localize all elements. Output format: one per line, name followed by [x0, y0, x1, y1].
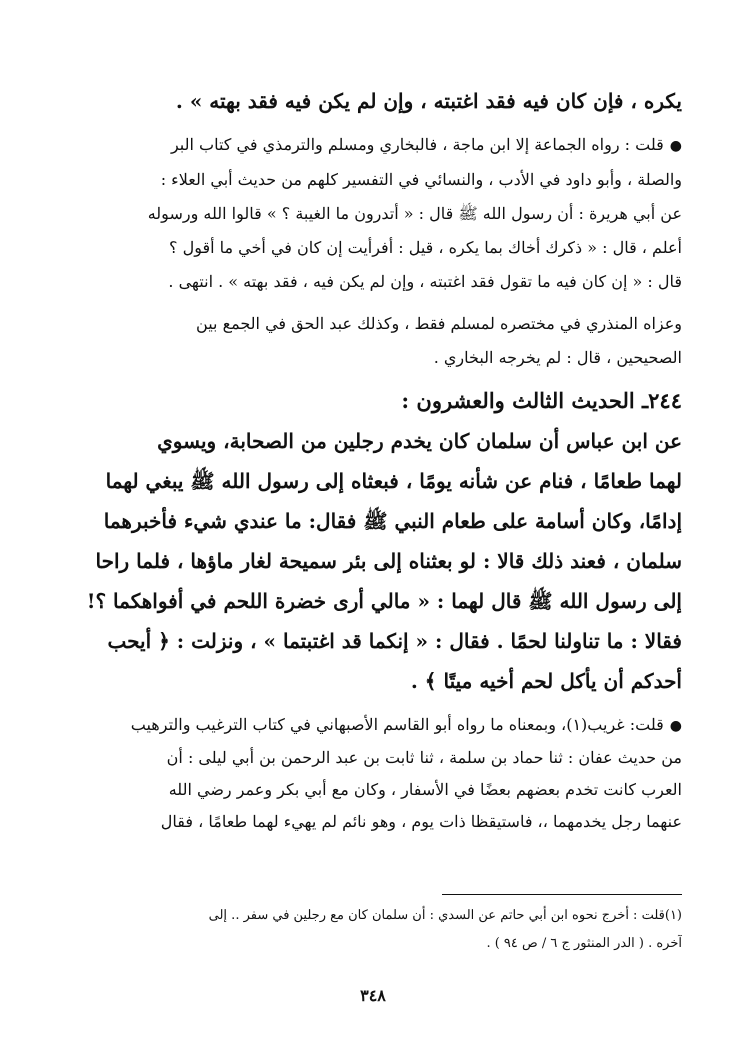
text-line: سلمان ، فعند ذلك قالا : لو بعثناه إلى بئر سميحة لغار ماؤها ، فلما راحا [95, 549, 682, 573]
text-line: عنهما رجل يخدمهما ،، فاستيقظا ذات يوم ، وهو نائم لم يهيء لهما طعامًا ، فقال [160, 812, 682, 831]
text-line: عن أبي هريرة : أن رسول الله ﷺ قال : « أتدرون ما الغيبة ؟ » قالوا الله ورسوله [147, 204, 682, 223]
text-line: إلى رسول الله ﷺ قال لهما : « مالي أرى خضرة اللحم في أفواهكما ؟! [86, 589, 682, 613]
hadith-heading: ٢٤٤ـ الحديث الثالث والعشرون : [401, 388, 682, 413]
bullet-marker: ● [669, 718, 682, 734]
footnotes [64, 902, 682, 958]
footnote-line: (١)قلت : أخرج نحوه ابن أبي حاتم عن السدي : أن سلمان كان مع رجلين في سفر .. إلى [208, 908, 682, 923]
text-line: إدامًا، وكان أسامة على طعام النبي ﷺ فقال: ما عندي شيء فأخبرهما [103, 509, 682, 533]
text-line-content: قلت: غريب(١)، وبمعناه ما رواه أبو القاسم الأصبهاني في كتاب الترغيب والترهيب [130, 715, 664, 734]
text-line: لهما طعامًا ، فنام عن شأنه يومًا ، فبعثاه إلى رسول الله ﷺ يبغي لهما [105, 469, 682, 493]
text-line: أحدكم أن يأكل لحم أخيه ميتًا ﴾ . [410, 669, 682, 693]
text-line [64, 128, 682, 163]
text-line: الصحيحين ، قال : لم يخرجه البخاري . [433, 348, 682, 367]
hadith-text [64, 421, 682, 701]
page-number: ٣٤٨ [360, 986, 386, 1005]
text-line: عن ابن عباس أن سلمان كان يخدم رجلين من الصحابة، ويسوي [157, 429, 682, 453]
text-line: فقالا : ما تناولنا لحمًا . فقال : « إنكما قد اغتبتما » ، ونزلت : ﴿ أيحب [107, 629, 682, 653]
text-line: يكره ، فإن كان فيه فقد اغتبته ، وإن لم يكن فيه فقد بهته » . [175, 89, 682, 113]
commentary-note-2 [64, 307, 682, 375]
text-line [64, 709, 682, 742]
text-line: العرب كانت تخدم بعضهم بعضًا في الأسفار ، وكان مع أبي بكر وعمر رضي الله [168, 780, 682, 799]
text-line: من حديث عفان : ثنا حماد بن سلمة ، ثنا ثابت بن عبد الرحمن بن أبي ليلى : أن [166, 748, 682, 767]
footnote-line: آخره . ( الدر المنثور ج ٦ / ص ٩٤ ) . [486, 936, 682, 951]
text-line-content: قلت : رواه الجماعة إلا ابن ماجة ، فالبخاري ومسلم والترمذي في كتاب البر [170, 135, 664, 154]
bullet-marker: ● [669, 138, 682, 154]
hadith-continuation [64, 78, 682, 124]
page-body [64, 78, 682, 838]
text-line: أعلم ، قال : « ذكرك أخاك بما يكره ، قيل : أفرأيت إن كان في أخي ما أقول ؟ [169, 238, 682, 257]
commentary-note-3 [64, 709, 682, 838]
footnote-divider [442, 894, 682, 895]
text-line: وعزاه المنذري في مختصره لمسلم فقط ، وكذلك عبد الحق في الجمع بين [196, 314, 682, 333]
text-line: قال : « إن كان فيه ما تقول فقد اغتبته ، وإن لم يكن فيه ، فقد بهته » . انتهى . [168, 272, 682, 291]
commentary-note-1 [64, 128, 682, 299]
text-line: والصلة ، وأبو داود في الأدب ، والنسائي في التفسير كلهم من حديث أبي العلاء : [160, 170, 682, 189]
